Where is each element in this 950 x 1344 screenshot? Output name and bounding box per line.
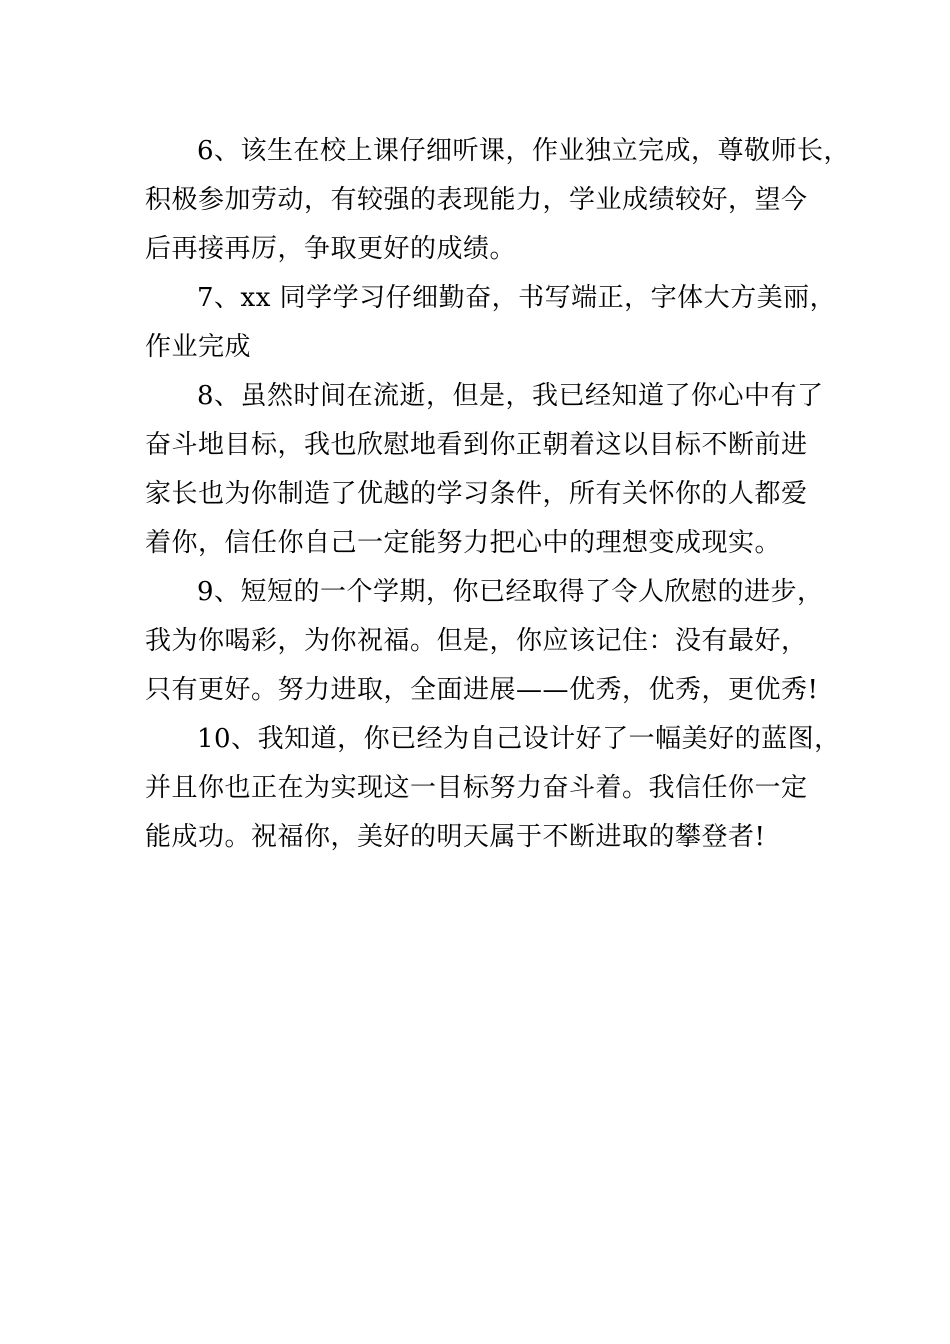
- paragraph-line: 7、xx 同学学习仔细勤奋，书写端正，字体大方美丽，: [197, 283, 837, 313]
- paragraph-line: 积极参加劳动，有较强的表现能力，学业成绩较好，望今: [145, 185, 808, 215]
- paragraph-line: 后再接再厉，争取更好的成绩。: [145, 234, 517, 264]
- paragraph-line: 作业完成: [145, 332, 252, 362]
- paragraph-line: 家长也为你制造了优越的学习条件，所有关怀你的人都爱: [145, 479, 808, 509]
- paragraph-line: 奋斗地目标，我也欣慰地看到你正朝着这以目标不断前进: [145, 430, 808, 460]
- paragraph-line: 着你，信任你自己一定能努力把心中的理想变成现实。: [145, 528, 782, 558]
- paragraph-line: 9、短短的一个学期，你已经取得了令人欣慰的进步，: [197, 577, 824, 607]
- paragraph-line: 能成功。祝福你，美好的明天属于不断进取的攀登者!: [145, 822, 766, 852]
- paragraph-line: 10、我知道，你已经为自己设计好了一幅美好的蓝图，: [197, 724, 841, 754]
- paragraph-line: 我为你喝彩，为你祝福。但是，你应该记住：没有最好，: [145, 626, 808, 656]
- paragraph-8: [145, 372, 824, 568]
- paragraph-line: 并且你也正在为实现这一目标努力奋斗着。我信任你一定: [145, 773, 808, 803]
- paragraph-line: 8、虽然时间在流逝，但是，我已经知道了你心中有了: [197, 381, 824, 411]
- paragraph-line: 只有更好。努力进取，全面进展——优秀，优秀，更优秀!: [145, 675, 819, 705]
- paragraph-9: [145, 568, 824, 715]
- paragraph-line: 6、该生在校上课仔细听课，作业独立完成，尊敬师长，: [197, 136, 851, 166]
- paragraph-10: [145, 715, 841, 862]
- paragraph-7: [145, 274, 837, 372]
- document-body: [145, 127, 851, 862]
- paragraph-6: [145, 127, 851, 274]
